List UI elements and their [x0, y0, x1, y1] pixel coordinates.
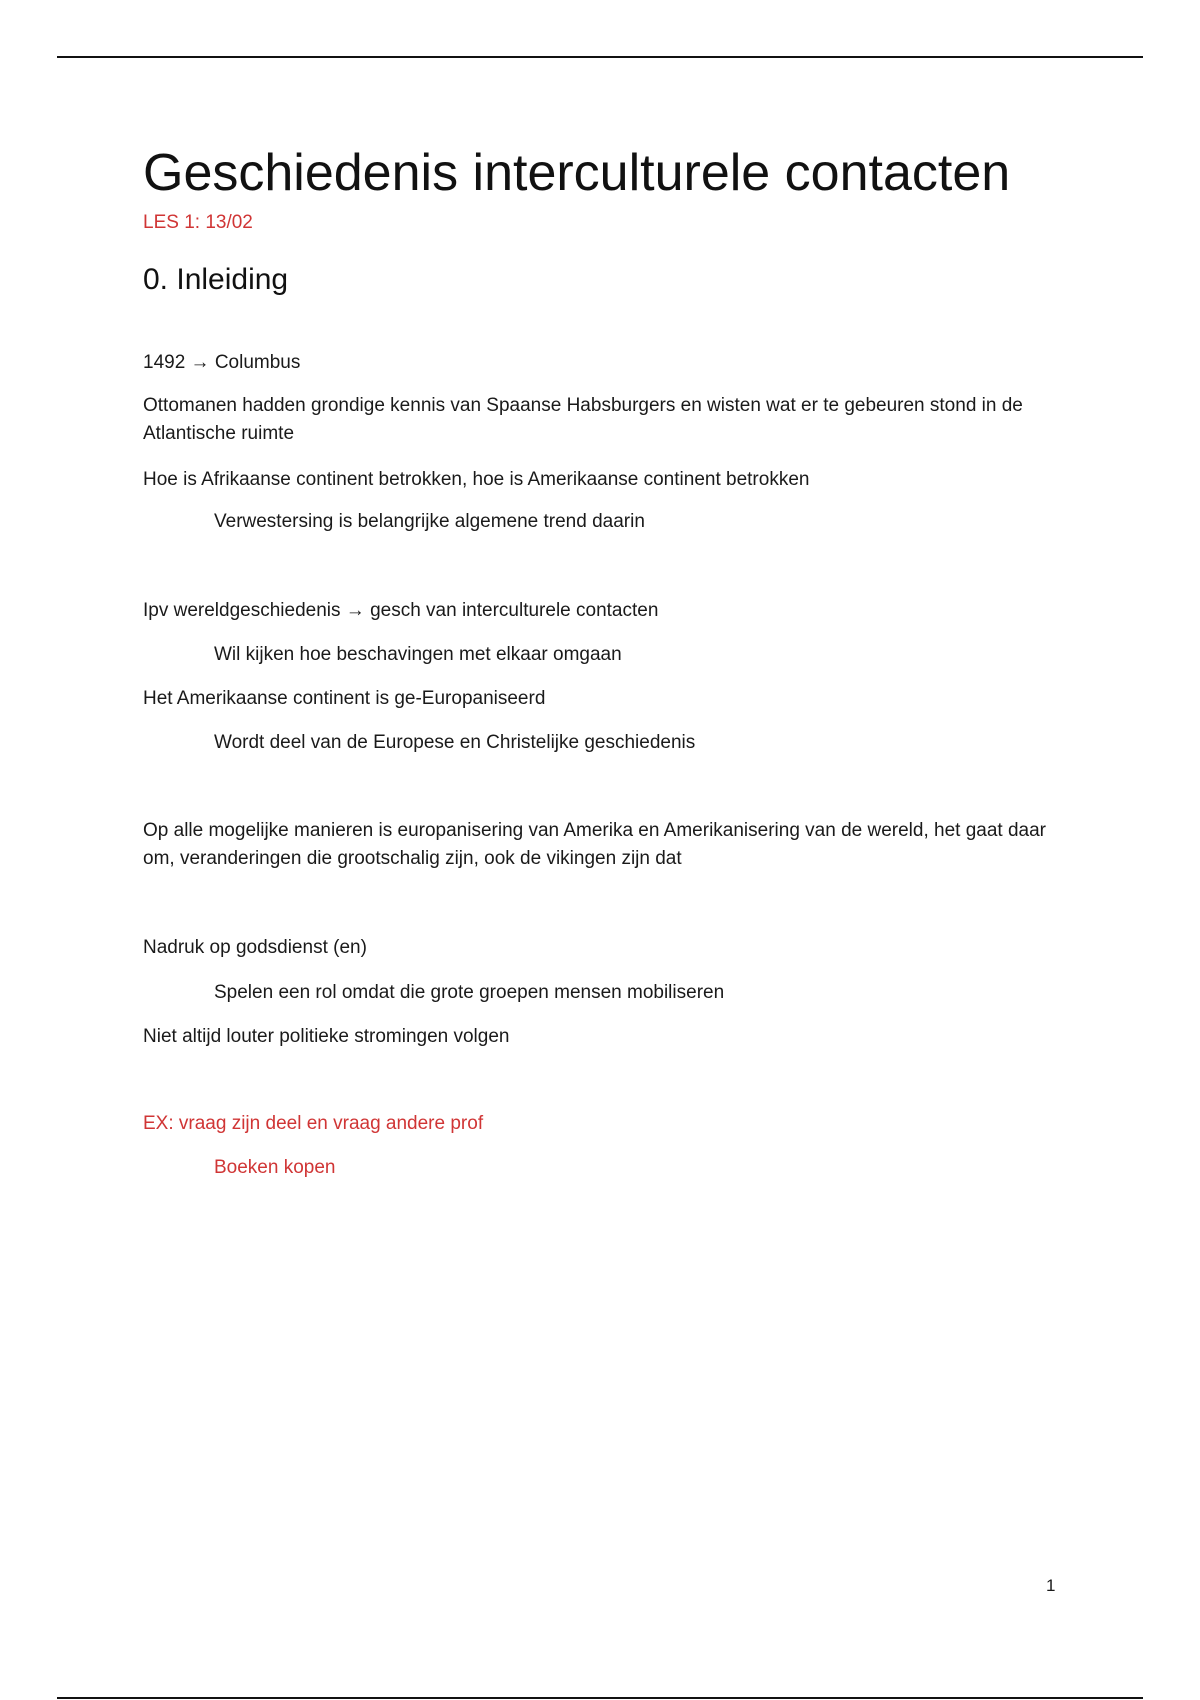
- page-number: 1: [1046, 1576, 1056, 1595]
- section-heading: 0. Inleiding: [143, 263, 289, 296]
- indented-paragraph: Verwestersing is belangrijke algemene trend daarin: [214, 511, 645, 532]
- paragraph: Hoe is Afrikaanse continent betrokken, hoe is Amerikaanse continent betrokken: [143, 469, 810, 490]
- paragraph: Ipv wereldgeschiedenis → gesch van interculturele contacten: [143, 600, 659, 621]
- paragraph: Nadruk op godsdienst (en): [143, 937, 367, 958]
- indented-paragraph: Spelen een rol omdat die grote groepen mensen mobiliseren: [214, 982, 725, 1003]
- exam-note: EX: vraag zijn deel en vraag andere prof: [143, 1113, 484, 1134]
- paragraph: Ottomanen hadden grondige kennis van Spaanse Habsburgers en wisten wat er te gebeuren stond in de Atlantische ruimte: [143, 395, 1023, 444]
- lesson-label: LES 1: 13/02: [143, 212, 253, 233]
- paragraph: Niet altijd louter politieke stromingen volgen: [143, 1026, 510, 1047]
- paragraph: Het Amerikaanse continent is ge-Europaniseerd: [143, 688, 546, 709]
- paragraph: Op alle mogelijke manieren is europanisering van Amerika en Amerikanisering van de wereld, het gaat daar om, veranderingen die grootschalig zijn, ook de vikingen zijn dat: [143, 820, 1047, 869]
- indented-paragraph: Wordt deel van de Europese en Christelijke geschiedenis: [214, 732, 696, 753]
- exam-note-indented: Boeken kopen: [214, 1157, 336, 1178]
- bottom-rule: [57, 1697, 1143, 1699]
- indented-paragraph: Wil kijken hoe beschavingen met elkaar omgaan: [214, 644, 622, 665]
- document-title: Geschiedenis interculturele contacten: [143, 144, 1011, 202]
- paragraph: 1492 → Columbus: [143, 352, 301, 373]
- top-rule: [57, 56, 1143, 58]
